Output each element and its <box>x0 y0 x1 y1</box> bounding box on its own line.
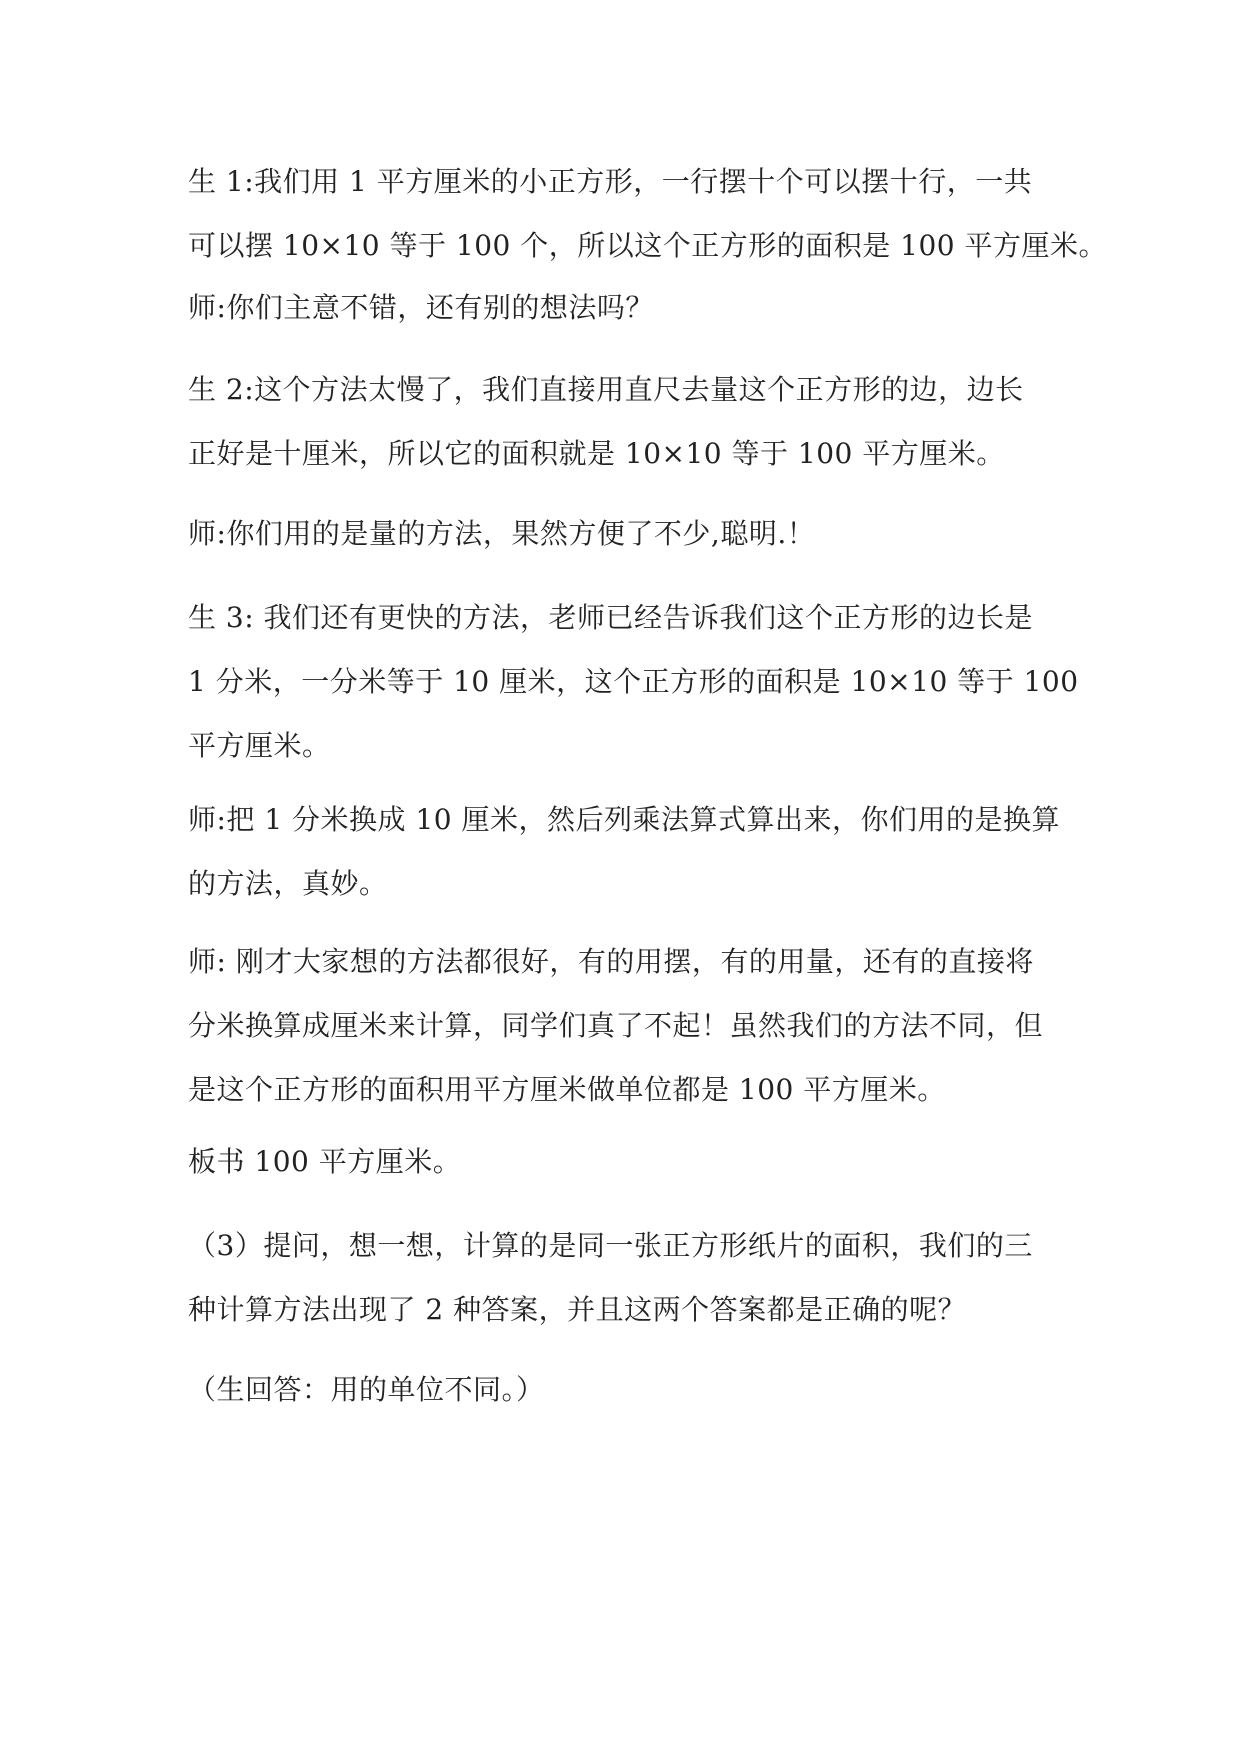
text-line: 种计算方法出现了 2 种答案，并且这两个答案都是正确的呢？ <box>188 1293 967 1326</box>
text-line: 正好是十厘米，所以它的面积就是 10×10 等于 100 平方厘米。 <box>188 437 1005 470</box>
text-line: 师:把 1 分米换成 10 厘米，然后列乘法算式算出来，你们用的是换算 <box>188 803 1060 836</box>
text-line: 分米换算成厘米来计算，同学们真了不起！虽然我们的方法不同，但 <box>188 1009 1044 1042</box>
paragraph-student-2 <box>188 358 1068 486</box>
text-line: 师:你们主意不错，还有别的想法吗？ <box>188 291 654 324</box>
text-line: 可以摆 10×10 等于 100 个，所以这个正方形的面积是 100 平方厘米。 <box>188 229 1108 262</box>
text-line: （生回答：用的单位不同。） <box>188 1373 545 1406</box>
paragraph-teacher-summary <box>188 930 1068 1122</box>
text-line: 平方厘米。 <box>188 729 331 762</box>
paragraph-teacher-3 <box>188 788 1068 916</box>
text-line: 1 分米，一分米等于 10 厘米，这个正方形的面积是 10×10 等于 100 <box>188 665 1079 698</box>
paragraph-student-1 <box>188 150 1108 278</box>
paragraph-blackboard <box>188 1130 1068 1194</box>
paragraph-teacher-2 <box>188 502 1068 566</box>
paragraph-question-3 <box>188 1214 1068 1342</box>
text-line: 生 3: 我们还有更快的方法，老师已经告诉我们这个正方形的边长是 <box>188 601 1034 634</box>
text-line: 是这个正方形的面积用平方厘米做单位都是 100 平方厘米。 <box>188 1073 946 1106</box>
text-line: 生 1:我们用 1 平方厘米的小正方形，一行摆十个可以摆十行，一共 <box>188 165 1033 198</box>
text-line: 板书 100 平方厘米。 <box>188 1145 462 1178</box>
text-line: 的方法，真妙。 <box>188 867 388 900</box>
paragraph-student-3 <box>188 586 1079 778</box>
text-line: （3）提问，想一想，计算的是同一张正方形纸片的面积，我们的三 <box>188 1229 1033 1262</box>
text-line: 师: 刚才大家想的方法都很好，有的用摆，有的用量，还有的直接将 <box>188 945 1034 978</box>
text-line: 师:你们用的是量的方法，果然方便了不少,聪明.！ <box>188 517 816 550</box>
paragraph-student-answer <box>188 1358 1068 1422</box>
paragraph-teacher-1 <box>188 276 1068 340</box>
text-line: 生 2:这个方法太慢了，我们直接用直尺去量这个正方形的边，边长 <box>188 373 1024 406</box>
